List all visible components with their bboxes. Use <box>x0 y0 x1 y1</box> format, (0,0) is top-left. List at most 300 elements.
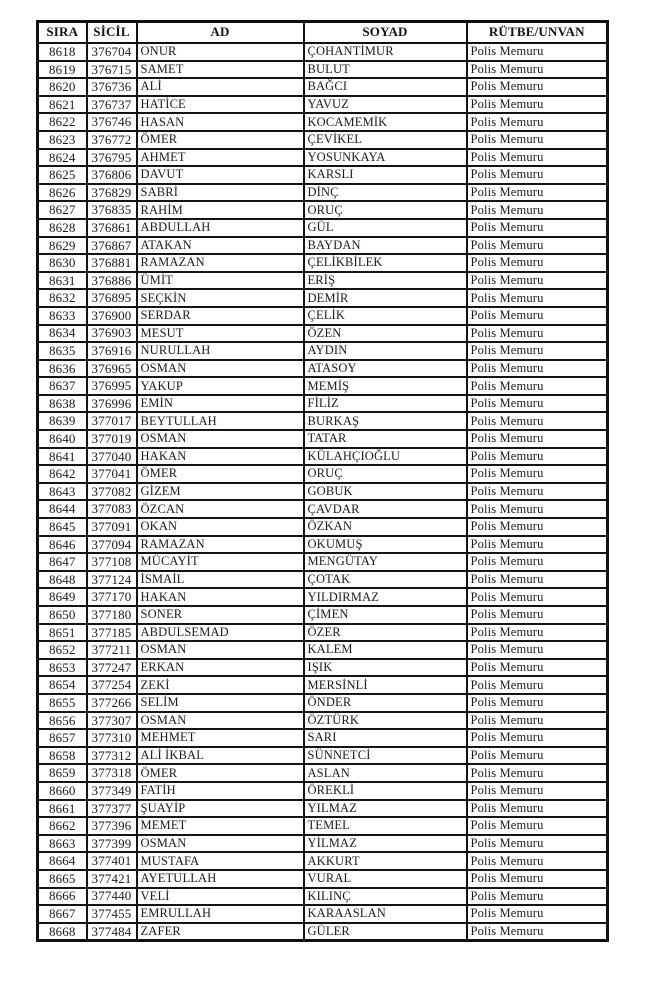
cell-ad: FATİH <box>137 782 304 800</box>
table-row <box>38 553 608 571</box>
cell-rutbe: Polis Memuru <box>467 905 608 923</box>
cell-rutbe: Polis Memuru <box>467 782 608 800</box>
table-row <box>38 113 608 131</box>
cell-soyad: GOBUK <box>304 483 467 501</box>
cell-sira: 8625 <box>38 166 87 184</box>
cell-rutbe: Polis Memuru <box>467 465 608 483</box>
cell-sicil: 377247 <box>87 659 137 677</box>
cell-rutbe: Polis Memuru <box>467 747 608 765</box>
cell-soyad: YILDIRMAZ <box>304 588 467 606</box>
cell-rutbe: Polis Memuru <box>467 131 608 149</box>
cell-ad: ERKAN <box>137 659 304 677</box>
cell-soyad: YOSUNKAYA <box>304 149 467 167</box>
cell-ad: ÜMİT <box>137 272 304 290</box>
cell-ad: NURULLAH <box>137 342 304 360</box>
cell-sira: 8636 <box>38 360 87 378</box>
cell-soyad: ÖZKAN <box>304 518 467 536</box>
cell-soyad: MEMİŞ <box>304 377 467 395</box>
cell-rutbe: Polis Memuru <box>467 641 608 659</box>
table-row <box>38 659 608 677</box>
cell-rutbe: Polis Memuru <box>467 412 608 430</box>
cell-rutbe: Polis Memuru <box>467 307 608 325</box>
cell-soyad: ÇAVDAR <box>304 500 467 518</box>
cell-soyad: DİNÇ <box>304 184 467 202</box>
cell-soyad: ÖNDER <box>304 694 467 712</box>
cell-sira: 8642 <box>38 465 87 483</box>
cell-sira: 8626 <box>38 184 87 202</box>
header-row <box>38 22 608 44</box>
cell-sira: 8645 <box>38 518 87 536</box>
cell-ad: HASAN <box>137 113 304 131</box>
cell-rutbe: Polis Memuru <box>467 588 608 606</box>
cell-soyad: VURAL <box>304 870 467 888</box>
cell-sicil: 376886 <box>87 272 137 290</box>
cell-rutbe: Polis Memuru <box>467 61 608 79</box>
cell-sira: 8632 <box>38 289 87 307</box>
cell-sicil: 377082 <box>87 483 137 501</box>
cell-ad: ALİ <box>137 78 304 96</box>
cell-rutbe: Polis Memuru <box>467 852 608 870</box>
cell-sira: 8628 <box>38 219 87 237</box>
cell-ad: GİZEM <box>137 483 304 501</box>
table-row <box>38 96 608 114</box>
cell-sicil: 376881 <box>87 254 137 272</box>
cell-soyad: ERİŞ <box>304 272 467 290</box>
table-row <box>38 923 608 941</box>
cell-sicil: 377318 <box>87 764 137 782</box>
cell-ad: ŞUAYİP <box>137 800 304 818</box>
table-row <box>38 342 608 360</box>
cell-sicil: 376829 <box>87 184 137 202</box>
cell-sicil: 377421 <box>87 870 137 888</box>
cell-rutbe: Polis Memuru <box>467 888 608 906</box>
table-row <box>38 377 608 395</box>
cell-rutbe: Polis Memuru <box>467 254 608 272</box>
cell-sira: 8667 <box>38 905 87 923</box>
table-row <box>38 43 608 61</box>
cell-sicil: 376715 <box>87 61 137 79</box>
table-row <box>38 78 608 96</box>
cell-sicil: 376746 <box>87 113 137 131</box>
cell-ad: HAKAN <box>137 448 304 466</box>
cell-sicil: 377017 <box>87 412 137 430</box>
table-row <box>38 360 608 378</box>
table-row <box>38 747 608 765</box>
cell-ad: EMRULLAH <box>137 905 304 923</box>
cell-sicil: 377307 <box>87 712 137 730</box>
cell-sicil: 377211 <box>87 641 137 659</box>
cell-sicil: 376995 <box>87 377 137 395</box>
col-header-sira: SIRA <box>38 22 87 44</box>
cell-sira: 8649 <box>38 588 87 606</box>
cell-sira: 8656 <box>38 712 87 730</box>
cell-ad: RAMAZAN <box>137 254 304 272</box>
cell-sicil: 377440 <box>87 888 137 906</box>
cell-ad: AHMET <box>137 149 304 167</box>
cell-sira: 8655 <box>38 694 87 712</box>
cell-sicil: 377108 <box>87 553 137 571</box>
cell-soyad: AYDIN <box>304 342 467 360</box>
cell-soyad: SÜNNETCİ <box>304 747 467 765</box>
cell-sicil: 377041 <box>87 465 137 483</box>
cell-soyad: ORUÇ <box>304 201 467 219</box>
cell-sira: 8619 <box>38 61 87 79</box>
cell-soyad: ASLAN <box>304 764 467 782</box>
cell-sira: 8652 <box>38 641 87 659</box>
table-row <box>38 325 608 343</box>
cell-rutbe: Polis Memuru <box>467 536 608 554</box>
cell-sira: 8631 <box>38 272 87 290</box>
cell-ad: ALİ İKBAL <box>137 747 304 765</box>
cell-sicil: 376867 <box>87 237 137 255</box>
cell-ad: ATAKAN <box>137 237 304 255</box>
cell-soyad: KARSLI <box>304 166 467 184</box>
cell-rutbe: Polis Memuru <box>467 166 608 184</box>
table-row <box>38 800 608 818</box>
cell-rutbe: Polis Memuru <box>467 219 608 237</box>
cell-sicil: 377377 <box>87 800 137 818</box>
table-row <box>38 254 608 272</box>
cell-sicil: 377399 <box>87 835 137 853</box>
cell-ad: MESUT <box>137 325 304 343</box>
cell-sicil: 377484 <box>87 923 137 941</box>
cell-ad: YAKUP <box>137 377 304 395</box>
cell-sira: 8654 <box>38 676 87 694</box>
col-header-soyad: SOYAD <box>304 22 467 44</box>
cell-ad: HATİCE <box>137 96 304 114</box>
cell-sicil: 376903 <box>87 325 137 343</box>
cell-soyad: BURKAŞ <box>304 412 467 430</box>
cell-ad: ABDULSEMAD <box>137 624 304 642</box>
table-row <box>38 237 608 255</box>
cell-soyad: GÜL <box>304 219 467 237</box>
table-row <box>38 852 608 870</box>
cell-soyad: IŞIK <box>304 659 467 677</box>
cell-sira: 8660 <box>38 782 87 800</box>
cell-soyad: ÇEVİKEL <box>304 131 467 149</box>
cell-sicil: 377094 <box>87 536 137 554</box>
cell-sira: 8647 <box>38 553 87 571</box>
cell-sicil: 377396 <box>87 817 137 835</box>
cell-sicil: 376795 <box>87 149 137 167</box>
cell-sira: 8623 <box>38 131 87 149</box>
cell-sicil: 376737 <box>87 96 137 114</box>
cell-ad: ÖMER <box>137 764 304 782</box>
cell-soyad: ÇOTAK <box>304 571 467 589</box>
cell-soyad: ÇELİK <box>304 307 467 325</box>
cell-rutbe: Polis Memuru <box>467 835 608 853</box>
table-body <box>38 43 608 941</box>
cell-sicil: 377266 <box>87 694 137 712</box>
cell-rutbe: Polis Memuru <box>467 272 608 290</box>
table-row <box>38 624 608 642</box>
cell-rutbe: Polis Memuru <box>467 500 608 518</box>
table-row <box>38 307 608 325</box>
cell-soyad: ÖZEN <box>304 325 467 343</box>
cell-sira: 8629 <box>38 237 87 255</box>
table-row <box>38 676 608 694</box>
cell-soyad: OKUMUŞ <box>304 536 467 554</box>
col-header-ad: AD <box>137 22 304 44</box>
cell-sira: 8640 <box>38 430 87 448</box>
table-row <box>38 782 608 800</box>
cell-sira: 8637 <box>38 377 87 395</box>
cell-sira: 8618 <box>38 43 87 61</box>
cell-sicil: 377401 <box>87 852 137 870</box>
table-row <box>38 465 608 483</box>
cell-rutbe: Polis Memuru <box>467 571 608 589</box>
cell-sira: 8659 <box>38 764 87 782</box>
cell-ad: VELİ <box>137 888 304 906</box>
cell-ad: AYETULLAH <box>137 870 304 888</box>
cell-soyad: YILMAZ <box>304 800 467 818</box>
table-row <box>38 641 608 659</box>
cell-ad: HAKAN <box>137 588 304 606</box>
cell-sira: 8638 <box>38 395 87 413</box>
cell-ad: MEHMET <box>137 729 304 747</box>
cell-soyad: DEMİR <box>304 289 467 307</box>
cell-sicil: 377124 <box>87 571 137 589</box>
table-row <box>38 606 608 624</box>
cell-sicil: 376736 <box>87 78 137 96</box>
table-row <box>38 483 608 501</box>
cell-ad: BEYTULLAH <box>137 412 304 430</box>
cell-sicil: 377455 <box>87 905 137 923</box>
cell-soyad: YİLMAZ <box>304 835 467 853</box>
cell-ad: ZAFER <box>137 923 304 941</box>
cell-rutbe: Polis Memuru <box>467 676 608 694</box>
cell-sicil: 376806 <box>87 166 137 184</box>
cell-sira: 8668 <box>38 923 87 941</box>
cell-soyad: ORUÇ <box>304 465 467 483</box>
cell-rutbe: Polis Memuru <box>467 113 608 131</box>
cell-soyad: TEMEL <box>304 817 467 835</box>
cell-rutbe: Polis Memuru <box>467 518 608 536</box>
cell-rutbe: Polis Memuru <box>467 149 608 167</box>
cell-soyad: KALEM <box>304 641 467 659</box>
table-row <box>38 870 608 888</box>
cell-rutbe: Polis Memuru <box>467 694 608 712</box>
cell-sicil: 377091 <box>87 518 137 536</box>
table-row <box>38 166 608 184</box>
table-row <box>38 219 608 237</box>
table-row <box>38 448 608 466</box>
cell-sicil: 377349 <box>87 782 137 800</box>
cell-ad: OSMAN <box>137 641 304 659</box>
cell-ad: MEMET <box>137 817 304 835</box>
cell-ad: SERDAR <box>137 307 304 325</box>
cell-ad: MUSTAFA <box>137 852 304 870</box>
cell-sicil: 376965 <box>87 360 137 378</box>
cell-rutbe: Polis Memuru <box>467 923 608 941</box>
cell-soyad: AKKURT <box>304 852 467 870</box>
cell-rutbe: Polis Memuru <box>467 729 608 747</box>
table-row <box>38 430 608 448</box>
cell-sicil: 376704 <box>87 43 137 61</box>
cell-sira: 8658 <box>38 747 87 765</box>
cell-rutbe: Polis Memuru <box>467 800 608 818</box>
table-row <box>38 888 608 906</box>
cell-sira: 8624 <box>38 149 87 167</box>
table-row <box>38 272 608 290</box>
cell-rutbe: Polis Memuru <box>467 483 608 501</box>
table-row <box>38 500 608 518</box>
cell-sicil: 377254 <box>87 676 137 694</box>
cell-rutbe: Polis Memuru <box>467 201 608 219</box>
cell-ad: ÖMER <box>137 131 304 149</box>
table-row <box>38 412 608 430</box>
cell-sira: 8648 <box>38 571 87 589</box>
cell-sicil: 376900 <box>87 307 137 325</box>
table-row <box>38 61 608 79</box>
cell-sicil: 377170 <box>87 588 137 606</box>
cell-rutbe: Polis Memuru <box>467 430 608 448</box>
cell-ad: SAMET <box>137 61 304 79</box>
cell-sira: 8651 <box>38 624 87 642</box>
table-row <box>38 817 608 835</box>
cell-ad: ZEKİ <box>137 676 304 694</box>
cell-soyad: KILINÇ <box>304 888 467 906</box>
cell-rutbe: Polis Memuru <box>467 289 608 307</box>
cell-soyad: MENGÜTAY <box>304 553 467 571</box>
cell-ad: OKAN <box>137 518 304 536</box>
cell-soyad: FİLİZ <box>304 395 467 413</box>
cell-soyad: KOCAMEMİK <box>304 113 467 131</box>
cell-ad: SONER <box>137 606 304 624</box>
cell-rutbe: Polis Memuru <box>467 96 608 114</box>
cell-sira: 8635 <box>38 342 87 360</box>
col-header-sicil: SİCİL <box>87 22 137 44</box>
cell-sicil: 376895 <box>87 289 137 307</box>
cell-soyad: ÖREKLİ <box>304 782 467 800</box>
cell-sicil: 377312 <box>87 747 137 765</box>
table-row <box>38 536 608 554</box>
cell-soyad: ÖZTÜRK <box>304 712 467 730</box>
cell-ad: ABDULLAH <box>137 219 304 237</box>
cell-sira: 8653 <box>38 659 87 677</box>
cell-sira: 8641 <box>38 448 87 466</box>
cell-soyad: TATAR <box>304 430 467 448</box>
cell-ad: ÖZCAN <box>137 500 304 518</box>
cell-sira: 8644 <box>38 500 87 518</box>
cell-rutbe: Polis Memuru <box>467 817 608 835</box>
cell-sira: 8620 <box>38 78 87 96</box>
cell-ad: OSMAN <box>137 712 304 730</box>
cell-soyad: ÇOHANTİMUR <box>304 43 467 61</box>
personnel-roster-table <box>36 20 609 942</box>
cell-rutbe: Polis Memuru <box>467 606 608 624</box>
cell-sicil: 377019 <box>87 430 137 448</box>
cell-soyad: YAVUZ <box>304 96 467 114</box>
cell-sira: 8664 <box>38 852 87 870</box>
cell-sicil: 376861 <box>87 219 137 237</box>
cell-sira: 8666 <box>38 888 87 906</box>
cell-ad: RAMAZAN <box>137 536 304 554</box>
cell-soyad: KÜLAHÇIOĞLU <box>304 448 467 466</box>
cell-rutbe: Polis Memuru <box>467 78 608 96</box>
cell-sira: 8650 <box>38 606 87 624</box>
cell-soyad: GÜLER <box>304 923 467 941</box>
cell-ad: RAHİM <box>137 201 304 219</box>
table-row <box>38 729 608 747</box>
cell-ad: OSMAN <box>137 360 304 378</box>
cell-soyad: SARI <box>304 729 467 747</box>
cell-soyad: MERSİNLİ <box>304 676 467 694</box>
cell-sira: 8662 <box>38 817 87 835</box>
cell-sicil: 376835 <box>87 201 137 219</box>
cell-sira: 8663 <box>38 835 87 853</box>
cell-ad: SELİM <box>137 694 304 712</box>
cell-sira: 8634 <box>38 325 87 343</box>
cell-sicil: 376772 <box>87 131 137 149</box>
table-row <box>38 694 608 712</box>
cell-soyad: BAĞCI <box>304 78 467 96</box>
cell-sira: 8646 <box>38 536 87 554</box>
cell-rutbe: Polis Memuru <box>467 659 608 677</box>
cell-soyad: BULUT <box>304 61 467 79</box>
cell-sira: 8657 <box>38 729 87 747</box>
cell-ad: ONUR <box>137 43 304 61</box>
cell-rutbe: Polis Memuru <box>467 448 608 466</box>
cell-sicil: 377310 <box>87 729 137 747</box>
cell-rutbe: Polis Memuru <box>467 395 608 413</box>
cell-sira: 8633 <box>38 307 87 325</box>
table-row <box>38 289 608 307</box>
cell-sicil: 376916 <box>87 342 137 360</box>
cell-ad: SEÇKİN <box>137 289 304 307</box>
cell-ad: İSMAİL <box>137 571 304 589</box>
cell-ad: ÖMER <box>137 465 304 483</box>
cell-ad: MÜCAYİT <box>137 553 304 571</box>
cell-ad: OSMAN <box>137 835 304 853</box>
table-row <box>38 588 608 606</box>
cell-sira: 8643 <box>38 483 87 501</box>
cell-soyad: ÖZER <box>304 624 467 642</box>
cell-rutbe: Polis Memuru <box>467 712 608 730</box>
table-row <box>38 712 608 730</box>
table-row <box>38 764 608 782</box>
cell-sira: 8665 <box>38 870 87 888</box>
cell-rutbe: Polis Memuru <box>467 553 608 571</box>
cell-ad: EMİN <box>137 395 304 413</box>
table-row <box>38 131 608 149</box>
table-row <box>38 835 608 853</box>
cell-rutbe: Polis Memuru <box>467 360 608 378</box>
table-row <box>38 184 608 202</box>
cell-rutbe: Polis Memuru <box>467 377 608 395</box>
cell-sicil: 377180 <box>87 606 137 624</box>
cell-sira: 8627 <box>38 201 87 219</box>
cell-ad: DAVUT <box>137 166 304 184</box>
cell-sicil: 377083 <box>87 500 137 518</box>
cell-sicil: 377185 <box>87 624 137 642</box>
cell-sicil: 377040 <box>87 448 137 466</box>
cell-ad: OSMAN <box>137 430 304 448</box>
table-row <box>38 518 608 536</box>
cell-soyad: ÇİMEN <box>304 606 467 624</box>
table-row <box>38 201 608 219</box>
cell-rutbe: Polis Memuru <box>467 184 608 202</box>
cell-soyad: ÇELİKBİLEK <box>304 254 467 272</box>
cell-rutbe: Polis Memuru <box>467 624 608 642</box>
cell-sira: 8630 <box>38 254 87 272</box>
cell-soyad: ATASOY <box>304 360 467 378</box>
table-row <box>38 395 608 413</box>
cell-rutbe: Polis Memuru <box>467 325 608 343</box>
table-row <box>38 571 608 589</box>
cell-sira: 8661 <box>38 800 87 818</box>
cell-sira: 8621 <box>38 96 87 114</box>
